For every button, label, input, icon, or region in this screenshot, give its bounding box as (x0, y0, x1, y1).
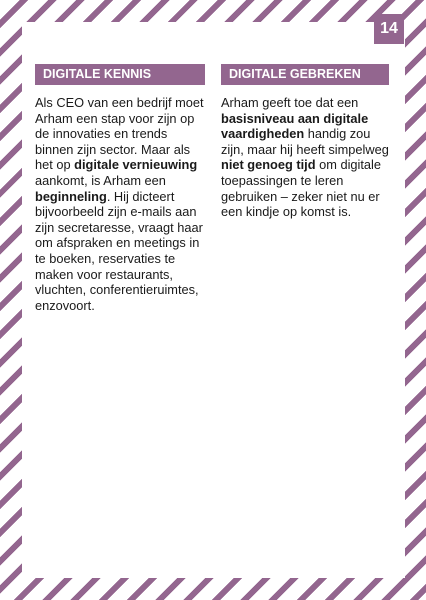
digitale-gebreken-section (221, 64, 389, 220)
digitale-gebreken-text (221, 95, 389, 220)
digitale-kennis-section (35, 64, 205, 313)
text-segment: aankomt, is Arham een (35, 172, 166, 188)
text-segment: Als CEO van een bedrijf moet Arham een stap voor zijn op de innovaties en trends binnen zijn sector. Maar als het op (35, 95, 204, 173)
text-segment: . Hij dicteert bijvoorbeeld zijn e-mails aan zijn secretaresse, vraagt haar om afspraken en meetings in te boeken, reservaties te maken voor restaurants, vluchten, conferentieruimtes, enzovoort. (35, 188, 203, 313)
text-segment-bold: digitale vernieuwing (74, 157, 198, 173)
digitale-kennis-heading: DIGITALE KENNIS (35, 64, 205, 85)
digitale-gebreken-heading: DIGITALE GEBREKEN (221, 64, 389, 85)
text-segment: Arham geeft toe dat een (221, 95, 359, 110)
text-segment: om digitale toepassingen te leren gebruiken – zeker niet nu er een kindje op komst is. (221, 157, 382, 220)
text-segment-bold: niet genoeg tijd (221, 157, 316, 173)
page-number-badge: 14 (374, 14, 404, 44)
text-segment-bold: beginneling (35, 188, 107, 204)
text-segment-bold: basisniveau aan digitale vaardigheden (221, 110, 369, 142)
text-segment: handig zou zijn, maar hij heeft simpelweg (221, 126, 389, 157)
digitale-kennis-text (35, 95, 205, 313)
